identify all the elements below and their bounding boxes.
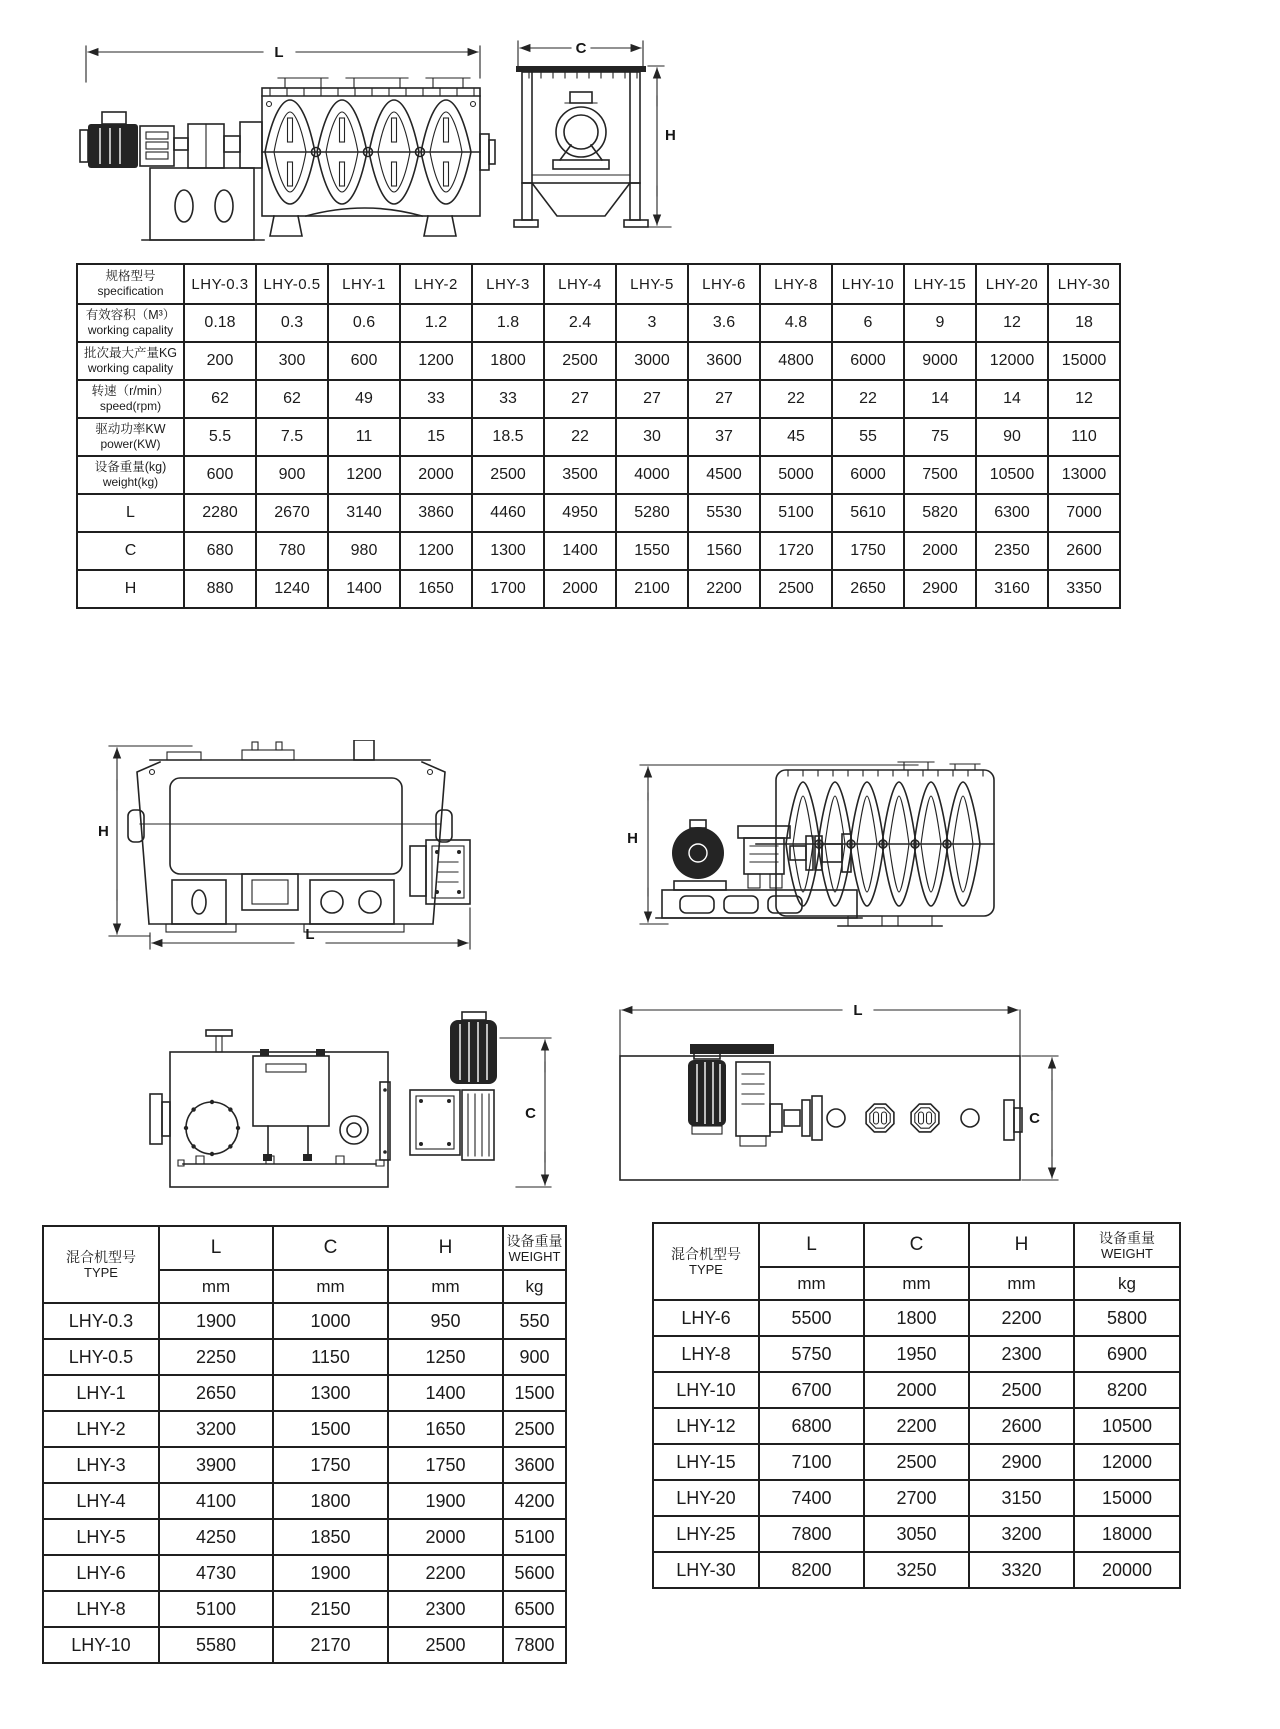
spec-value-cell: 600 (184, 456, 256, 494)
spec-value-cell: 5000 (760, 456, 832, 494)
value-cell: 1950 (864, 1336, 969, 1372)
value-cell: 12000 (1074, 1444, 1180, 1480)
value-cell: 5580 (159, 1627, 273, 1663)
table-row (43, 1303, 566, 1339)
value-cell: 1800 (273, 1483, 388, 1519)
spec-value-cell: 3000 (616, 342, 688, 380)
spec-value-cell: 1.8 (472, 304, 544, 342)
value-cell: 2500 (969, 1372, 1074, 1408)
value-cell: 1000 (273, 1303, 388, 1339)
value-cell: 1400 (388, 1375, 503, 1411)
dimension-C (500, 1038, 551, 1187)
spec-model-header: LHY-8 (760, 264, 832, 304)
spec-value-cell: 27 (616, 380, 688, 418)
spec-value-cell: 3600 (688, 342, 760, 380)
spec-value-cell: 1300 (472, 532, 544, 570)
value-cell: 2200 (969, 1300, 1074, 1336)
spec-value-cell: 5280 (616, 494, 688, 532)
spec-table (76, 263, 1121, 609)
value-cell: 2500 (388, 1627, 503, 1663)
spec-row-label: H (77, 570, 184, 608)
value-cell: 2300 (969, 1336, 1074, 1372)
model-cell: LHY-30 (653, 1552, 759, 1588)
spec-value-cell: 90 (976, 418, 1048, 456)
value-cell: 3250 (864, 1552, 969, 1588)
spec-value-cell: 780 (256, 532, 328, 570)
spec-value-cell: 2600 (1048, 532, 1120, 570)
col-header-H: H (969, 1223, 1074, 1267)
gearbox (736, 1062, 770, 1146)
value-cell: 7800 (759, 1516, 864, 1552)
value-cell: 2000 (864, 1372, 969, 1408)
model-cell: LHY-4 (43, 1483, 159, 1519)
spec-value-cell: 13000 (1048, 456, 1120, 494)
spec-row-label: 驱动功率KW power(KW) (77, 418, 184, 456)
dimension-C (518, 40, 643, 70)
col-header-C: C (864, 1223, 969, 1267)
dimension-H (644, 66, 676, 227)
spec-value-cell: 2200 (688, 570, 760, 608)
unit-cell: mm (969, 1267, 1074, 1300)
spec-value-cell: 33 (400, 380, 472, 418)
spec-value-cell: 2500 (760, 570, 832, 608)
model-cell: LHY-20 (653, 1480, 759, 1516)
dim-label-C: C (525, 1105, 536, 1122)
spec-value-cell: 12 (1048, 380, 1120, 418)
spec-value-cell: 7.5 (256, 418, 328, 456)
drive-unit (380, 1012, 497, 1160)
spec-value-cell: 5530 (688, 494, 760, 532)
spec-value-cell: 1400 (544, 532, 616, 570)
value-cell: 7400 (759, 1480, 864, 1516)
value-cell: 1150 (273, 1339, 388, 1375)
spec-value-cell: 10500 (976, 456, 1048, 494)
spec-value-cell: 27 (544, 380, 616, 418)
spec-value-cell: 11 (328, 418, 400, 456)
dimension-table-right (652, 1222, 1181, 1589)
value-cell: 6500 (503, 1591, 566, 1627)
gearbox (738, 826, 790, 888)
spec-value-cell: 1200 (400, 532, 472, 570)
spec-value-cell: 2280 (184, 494, 256, 532)
spec-value-cell: 110 (1048, 418, 1120, 456)
side-drive (410, 840, 470, 904)
table-row (43, 1483, 566, 1519)
spec-value-cell: 4.8 (760, 304, 832, 342)
value-cell: 3200 (159, 1411, 273, 1447)
spec-value-cell: 15 (400, 418, 472, 456)
spec-row-label: 有效容积（M³） working capality (77, 304, 184, 342)
value-cell: 1750 (388, 1447, 503, 1483)
spec-value-cell: 12 (976, 304, 1048, 342)
top-fittings (150, 740, 430, 760)
spec-value-cell: 2500 (472, 456, 544, 494)
type-header: 混合机型号 TYPE (653, 1223, 759, 1300)
spec-model-header: LHY-20 (976, 264, 1048, 304)
spec-model-header: LHY-3 (472, 264, 544, 304)
spec-value-cell: 5820 (904, 494, 976, 532)
col-header-L: L (159, 1226, 273, 1270)
value-cell: 2200 (864, 1408, 969, 1444)
value-cell: 5500 (759, 1300, 864, 1336)
dim-label-L: L (853, 1002, 863, 1019)
spec-value-cell: 2350 (976, 532, 1048, 570)
model-cell: LHY-0.3 (43, 1303, 159, 1339)
spec-value-cell: 880 (184, 570, 256, 608)
value-cell: 1500 (273, 1411, 388, 1447)
spec-value-cell: 3500 (544, 456, 616, 494)
drawing-plan-view-long (612, 1000, 1062, 1190)
spec-model-header: LHY-10 (832, 264, 904, 304)
spec-value-cell: 1200 (400, 342, 472, 380)
model-cell: LHY-8 (653, 1336, 759, 1372)
value-cell: 1300 (273, 1375, 388, 1411)
spec-value-cell: 22 (832, 380, 904, 418)
value-cell: 3320 (969, 1552, 1074, 1588)
spec-value-cell: 300 (256, 342, 328, 380)
spec-value-cell: 1750 (832, 532, 904, 570)
value-cell: 1850 (273, 1519, 388, 1555)
spec-value-cell: 22 (760, 380, 832, 418)
spec-value-cell: 2650 (832, 570, 904, 608)
spec-value-cell: 1200 (328, 456, 400, 494)
spec-value-cell: 0.3 (256, 304, 328, 342)
value-cell: 7800 (503, 1627, 566, 1663)
value-cell: 2900 (969, 1444, 1074, 1480)
spec-value-cell: 7500 (904, 456, 976, 494)
model-cell: LHY-0.5 (43, 1339, 159, 1375)
spec-row-label: 设备重量(kg) weight(kg) (77, 456, 184, 494)
spec-value-cell: 6000 (832, 456, 904, 494)
spec-value-cell: 2000 (544, 570, 616, 608)
spec-value-cell: 4500 (688, 456, 760, 494)
spec-value-cell: 6000 (832, 342, 904, 380)
table-row (43, 1627, 566, 1663)
col-header-H: H (388, 1226, 503, 1270)
dimension-L (86, 44, 480, 82)
table-row (653, 1300, 1180, 1336)
value-cell: 2200 (388, 1555, 503, 1591)
value-cell: 5100 (503, 1519, 566, 1555)
spec-value-cell: 3.6 (688, 304, 760, 342)
value-cell: 2600 (969, 1408, 1074, 1444)
dim-label-L: L (274, 44, 284, 61)
spec-value-cell: 12000 (976, 342, 1048, 380)
dimension-table-left (42, 1225, 567, 1664)
spec-model-header: LHY-6 (688, 264, 760, 304)
dim-label-H: H (665, 127, 676, 144)
model-cell: LHY-12 (653, 1408, 759, 1444)
weight-header: 设备重量 WEIGHT (1074, 1223, 1180, 1267)
value-cell: 1500 (503, 1375, 566, 1411)
manhole-octagon (911, 1104, 939, 1132)
spec-value-cell: 680 (184, 532, 256, 570)
model-cell: LHY-8 (43, 1591, 159, 1627)
spec-value-cell: 2900 (904, 570, 976, 608)
value-cell: 5800 (1074, 1300, 1180, 1336)
value-cell: 18000 (1074, 1516, 1180, 1552)
value-cell: 4250 (159, 1519, 273, 1555)
dimension-C (1022, 1056, 1058, 1180)
spec-row-label: C (77, 532, 184, 570)
plan-body (150, 1030, 388, 1187)
spec-row-label: 转速（r/min） speed(rpm) (77, 380, 184, 418)
value-cell: 2650 (159, 1375, 273, 1411)
table-row (653, 1552, 1180, 1588)
table-row (653, 1408, 1180, 1444)
spec-value-cell: 7000 (1048, 494, 1120, 532)
value-cell: 6800 (759, 1408, 864, 1444)
weight-header: 设备重量 WEIGHT (503, 1226, 566, 1270)
spec-value-cell: 600 (328, 342, 400, 380)
dimension-H (98, 746, 192, 936)
unit-cell: kg (503, 1270, 566, 1303)
spec-value-cell: 3160 (976, 570, 1048, 608)
spec-value-cell: 1650 (400, 570, 472, 608)
unit-cell: mm (388, 1270, 503, 1303)
value-cell: 8200 (1074, 1372, 1180, 1408)
spec-value-cell: 45 (760, 418, 832, 456)
model-cell: LHY-3 (43, 1447, 159, 1483)
value-cell: 20000 (1074, 1552, 1180, 1588)
spec-value-cell: 4800 (760, 342, 832, 380)
spec-value-cell: 4950 (544, 494, 616, 532)
spec-value-cell: 3350 (1048, 570, 1120, 608)
spec-value-cell: 2.4 (544, 304, 616, 342)
base (656, 890, 862, 918)
spec-value-cell: 0.6 (328, 304, 400, 342)
unit-cell: mm (273, 1270, 388, 1303)
table-row (43, 1591, 566, 1627)
spec-model-header: LHY-0.5 (256, 264, 328, 304)
spec-value-cell: 1240 (256, 570, 328, 608)
value-cell: 1900 (273, 1555, 388, 1591)
value-cell: 900 (503, 1339, 566, 1375)
spec-model-header: LHY-1 (328, 264, 400, 304)
value-cell: 2000 (388, 1519, 503, 1555)
spec-value-cell: 33 (472, 380, 544, 418)
value-cell: 4100 (159, 1483, 273, 1519)
model-cell: LHY-10 (653, 1372, 759, 1408)
spec-value-cell: 18.5 (472, 418, 544, 456)
spec-value-cell: 27 (688, 380, 760, 418)
spec-value-cell: 30 (616, 418, 688, 456)
spec-value-cell: 6300 (976, 494, 1048, 532)
unit-cell: mm (759, 1267, 864, 1300)
end-view-body (514, 66, 648, 227)
value-cell: 1650 (388, 1411, 503, 1447)
value-cell: 7100 (759, 1444, 864, 1480)
mixer-drum (756, 762, 994, 926)
model-cell: LHY-1 (43, 1375, 159, 1411)
table-row (43, 1375, 566, 1411)
value-cell: 3600 (503, 1447, 566, 1483)
drawing-side-view (78, 38, 498, 248)
value-cell: 5600 (503, 1555, 566, 1591)
value-cell: 1900 (159, 1303, 273, 1339)
table-row (43, 1555, 566, 1591)
table-row (653, 1480, 1180, 1516)
value-cell: 10500 (1074, 1408, 1180, 1444)
value-cell: 3150 (969, 1480, 1074, 1516)
spec-value-cell: 15000 (1048, 342, 1120, 380)
model-cell: LHY-25 (653, 1516, 759, 1552)
unit-cell: mm (864, 1267, 969, 1300)
model-cell: LHY-15 (653, 1444, 759, 1480)
dim-label-C: C (575, 40, 587, 57)
col-header-L: L (759, 1223, 864, 1267)
spec-value-cell: 5.5 (184, 418, 256, 456)
spec-value-cell: 2670 (256, 494, 328, 532)
spec-value-cell: 1700 (472, 570, 544, 608)
value-cell: 2300 (388, 1591, 503, 1627)
mixer-drum (262, 78, 495, 236)
drawing-plan-view-small (148, 1002, 553, 1197)
dim-label-H: H (98, 823, 109, 840)
value-cell: 4730 (159, 1555, 273, 1591)
value-cell: 5100 (159, 1591, 273, 1627)
model-cell: LHY-10 (43, 1627, 159, 1663)
table-row (43, 1339, 566, 1375)
spec-value-cell: 3860 (400, 494, 472, 532)
spec-value-cell: 3140 (328, 494, 400, 532)
unit-cell: kg (1074, 1267, 1180, 1300)
type-header: 混合机型号 TYPE (43, 1226, 159, 1303)
spec-model-header: LHY-30 (1048, 264, 1120, 304)
mixer-body (128, 762, 452, 932)
drawing-end-view (503, 36, 683, 246)
table-row (43, 1411, 566, 1447)
spec-value-cell: 14 (904, 380, 976, 418)
plan-body (620, 1044, 1022, 1180)
value-cell: 1250 (388, 1339, 503, 1375)
value-cell: 950 (388, 1303, 503, 1339)
spec-value-cell: 62 (184, 380, 256, 418)
spec-value-cell: 200 (184, 342, 256, 380)
spec-value-cell: 18 (1048, 304, 1120, 342)
table-row (653, 1516, 1180, 1552)
value-cell: 5750 (759, 1336, 864, 1372)
value-cell: 1750 (273, 1447, 388, 1483)
value-cell: 2700 (864, 1480, 969, 1516)
dimension-L (620, 1002, 1020, 1056)
spec-value-cell: 55 (832, 418, 904, 456)
table-row (653, 1336, 1180, 1372)
spec-value-cell: 2100 (616, 570, 688, 608)
model-cell: LHY-5 (43, 1519, 159, 1555)
spec-value-cell: 2000 (400, 456, 472, 494)
value-cell: 8200 (759, 1552, 864, 1588)
drawing-front-view (92, 740, 507, 955)
value-cell: 2170 (273, 1627, 388, 1663)
spec-row-label: 批次最大产量KG working capality (77, 342, 184, 380)
gearbox (140, 122, 262, 168)
col-header-C: C (273, 1226, 388, 1270)
spec-value-cell: 3 (616, 304, 688, 342)
table-row (653, 1444, 1180, 1480)
value-cell: 2250 (159, 1339, 273, 1375)
model-cell: LHY-6 (653, 1300, 759, 1336)
drive-pedestal (142, 168, 264, 240)
model-cell: LHY-2 (43, 1411, 159, 1447)
spec-value-cell: 1400 (328, 570, 400, 608)
model-cell: LHY-6 (43, 1555, 159, 1591)
vertical-motor (450, 1012, 497, 1084)
manhole-octagon (866, 1104, 894, 1132)
value-cell: 3200 (969, 1516, 1074, 1552)
spec-value-cell: 9 (904, 304, 976, 342)
value-cell: 550 (503, 1303, 566, 1339)
value-cell: 3900 (159, 1447, 273, 1483)
spec-model-header: LHY-2 (400, 264, 472, 304)
spec-model-header: LHY-0.3 (184, 264, 256, 304)
spec-model-header: LHY-4 (544, 264, 616, 304)
value-cell: 15000 (1074, 1480, 1180, 1516)
table-row (43, 1447, 566, 1483)
value-cell: 6900 (1074, 1336, 1180, 1372)
value-cell: 2500 (864, 1444, 969, 1480)
spec-value-cell: 4000 (616, 456, 688, 494)
spec-value-cell: 1800 (472, 342, 544, 380)
spec-value-cell: 62 (256, 380, 328, 418)
spec-model-header: LHY-5 (616, 264, 688, 304)
spec-value-cell: 5100 (760, 494, 832, 532)
motor (80, 112, 138, 168)
dim-label-L: L (305, 926, 315, 943)
spec-value-cell: 49 (328, 380, 400, 418)
spec-value-cell: 1560 (688, 532, 760, 570)
spec-row-label: L (77, 494, 184, 532)
spec-value-cell: 37 (688, 418, 760, 456)
spec-value-cell: 2000 (904, 532, 976, 570)
spec-value-cell: 75 (904, 418, 976, 456)
motor (672, 820, 726, 890)
value-cell: 2150 (273, 1591, 388, 1627)
dim-label-H: H (627, 830, 638, 847)
spec-value-cell: 1720 (760, 532, 832, 570)
spec-model-header: LHY-15 (904, 264, 976, 304)
spec-value-cell: 900 (256, 456, 328, 494)
value-cell: 6700 (759, 1372, 864, 1408)
spec-value-cell: 980 (328, 532, 400, 570)
value-cell: 4200 (503, 1483, 566, 1519)
spec-value-cell: 5610 (832, 494, 904, 532)
table-row (43, 1519, 566, 1555)
dim-label-C: C (1029, 1110, 1040, 1127)
spec-value-cell: 0.18 (184, 304, 256, 342)
spec-value-cell: 2500 (544, 342, 616, 380)
spec-value-cell: 1550 (616, 532, 688, 570)
value-cell: 3050 (864, 1516, 969, 1552)
unit-cell: mm (159, 1270, 273, 1303)
table-row (653, 1372, 1180, 1408)
spec-header-label: 规格型号 specification (77, 264, 184, 304)
spec-value-cell: 4460 (472, 494, 544, 532)
vertical-motor (688, 1050, 726, 1134)
spec-value-cell: 22 (544, 418, 616, 456)
spec-value-cell: 6 (832, 304, 904, 342)
spec-value-cell: 1.2 (400, 304, 472, 342)
value-cell: 2500 (503, 1411, 566, 1447)
spec-value-cell: 9000 (904, 342, 976, 380)
value-cell: 1800 (864, 1300, 969, 1336)
spec-value-cell: 14 (976, 380, 1048, 418)
value-cell: 1900 (388, 1483, 503, 1519)
drawing-ribbon-side-view (598, 738, 1028, 938)
